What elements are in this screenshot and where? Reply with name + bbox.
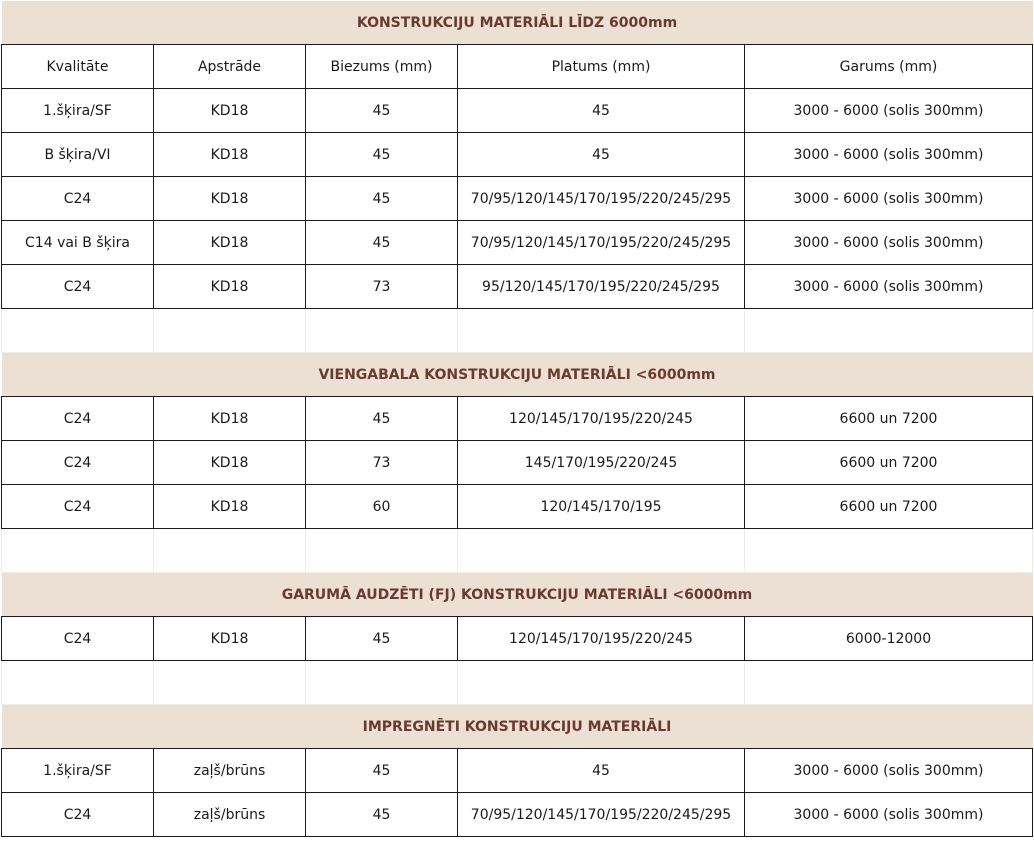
table-cell: 45 (306, 221, 458, 265)
table-row (2, 133, 1033, 177)
section-title: IMPREGNĒTI KONSTRUKCIJU MATERIĀLI (2, 705, 1033, 749)
table-cell: KD18 (154, 485, 306, 529)
table-cell: 6600 un 7200 (745, 485, 1033, 529)
table-cell: KD18 (154, 265, 306, 309)
table-cell: 73 (306, 265, 458, 309)
materials-table (1, 1, 1033, 837)
table-row (2, 485, 1033, 529)
table-row (2, 749, 1033, 793)
table-cell: C24 (2, 485, 154, 529)
section-header (2, 705, 1033, 749)
column-header: Apstrāde (154, 45, 306, 89)
table-cell: KD18 (154, 221, 306, 265)
table-cell: KD18 (154, 617, 306, 661)
table-cell: 120/145/170/195/220/245 (458, 397, 745, 441)
table-cell: C24 (2, 177, 154, 221)
table-cell: C14 vai B šķira (2, 221, 154, 265)
table-cell: 120/145/170/195/220/245 (458, 617, 745, 661)
table-cell: 6600 un 7200 (745, 441, 1033, 485)
section-title: GARUMĀ AUDZĒTI (FJ) KONSTRUKCIJU MATERIĀLI <6000mm (2, 573, 1033, 617)
table-cell: 3000 - 6000 (solis 300mm) (745, 221, 1033, 265)
table-cell: 45 (306, 793, 458, 837)
table-cell: B šķira/VI (2, 133, 154, 177)
table-cell: 3000 - 6000 (solis 300mm) (745, 265, 1033, 309)
table-cell: 45 (306, 397, 458, 441)
spacer-row (2, 661, 1033, 705)
spacer-row (2, 309, 1033, 353)
table-cell: 70/95/120/145/170/195/220/245/295 (458, 793, 745, 837)
table-cell: 60 (306, 485, 458, 529)
table-cell: 1.šķira/SF (2, 749, 154, 793)
spacer-row (2, 529, 1033, 573)
table-row (2, 397, 1033, 441)
section-header (2, 1, 1033, 45)
table-cell: 6600 un 7200 (745, 397, 1033, 441)
table-cell: 70/95/120/145/170/195/220/245/295 (458, 221, 745, 265)
section-title: KONSTRUKCIJU MATERIĀLI LĪDZ 6000mm (2, 1, 1033, 45)
table-cell: 73 (306, 441, 458, 485)
column-header-row (2, 45, 1033, 89)
table-cell: KD18 (154, 133, 306, 177)
table-cell: zaļš/brūns (154, 793, 306, 837)
column-header: Kvalitāte (2, 45, 154, 89)
section-header (2, 353, 1033, 397)
table-cell: 45 (458, 133, 745, 177)
table-cell: KD18 (154, 441, 306, 485)
table-cell: C24 (2, 265, 154, 309)
table-row (2, 221, 1033, 265)
table-cell: 3000 - 6000 (solis 300mm) (745, 177, 1033, 221)
table-row (2, 617, 1033, 661)
table-cell: 45 (306, 177, 458, 221)
table-cell: 70/95/120/145/170/195/220/245/295 (458, 177, 745, 221)
table-cell: KD18 (154, 89, 306, 133)
table-cell: 45 (306, 617, 458, 661)
table-cell: 3000 - 6000 (solis 300mm) (745, 793, 1033, 837)
table-cell: 45 (458, 89, 745, 133)
table-row (2, 441, 1033, 485)
table-row (2, 793, 1033, 837)
table-cell: 3000 - 6000 (solis 300mm) (745, 89, 1033, 133)
table-cell: 3000 - 6000 (solis 300mm) (745, 133, 1033, 177)
table-cell: C24 (2, 397, 154, 441)
table-cell: 145/170/195/220/245 (458, 441, 745, 485)
table-cell: 95/120/145/170/195/220/245/295 (458, 265, 745, 309)
section-header (2, 573, 1033, 617)
table-cell: 120/145/170/195 (458, 485, 745, 529)
column-header: Garums (mm) (745, 45, 1033, 89)
table-cell: 45 (458, 749, 745, 793)
table-cell: 45 (306, 89, 458, 133)
table-cell: 1.šķira/SF (2, 89, 154, 133)
table-cell: 45 (306, 133, 458, 177)
table-row (2, 177, 1033, 221)
column-header: Platums (mm) (458, 45, 745, 89)
table-cell: 45 (306, 749, 458, 793)
table-cell: KD18 (154, 397, 306, 441)
table-cell: 3000 - 6000 (solis 300mm) (745, 749, 1033, 793)
table-row (2, 265, 1033, 309)
table-cell: KD18 (154, 177, 306, 221)
table-cell: C24 (2, 793, 154, 837)
column-header: Biezums (mm) (306, 45, 458, 89)
table-cell: C24 (2, 441, 154, 485)
table-cell: zaļš/brūns (154, 749, 306, 793)
table-row (2, 89, 1033, 133)
table-cell: C24 (2, 617, 154, 661)
table-cell: 6000-12000 (745, 617, 1033, 661)
section-title: VIENGABALA KONSTRUKCIJU MATERIĀLI <6000mm (2, 353, 1033, 397)
